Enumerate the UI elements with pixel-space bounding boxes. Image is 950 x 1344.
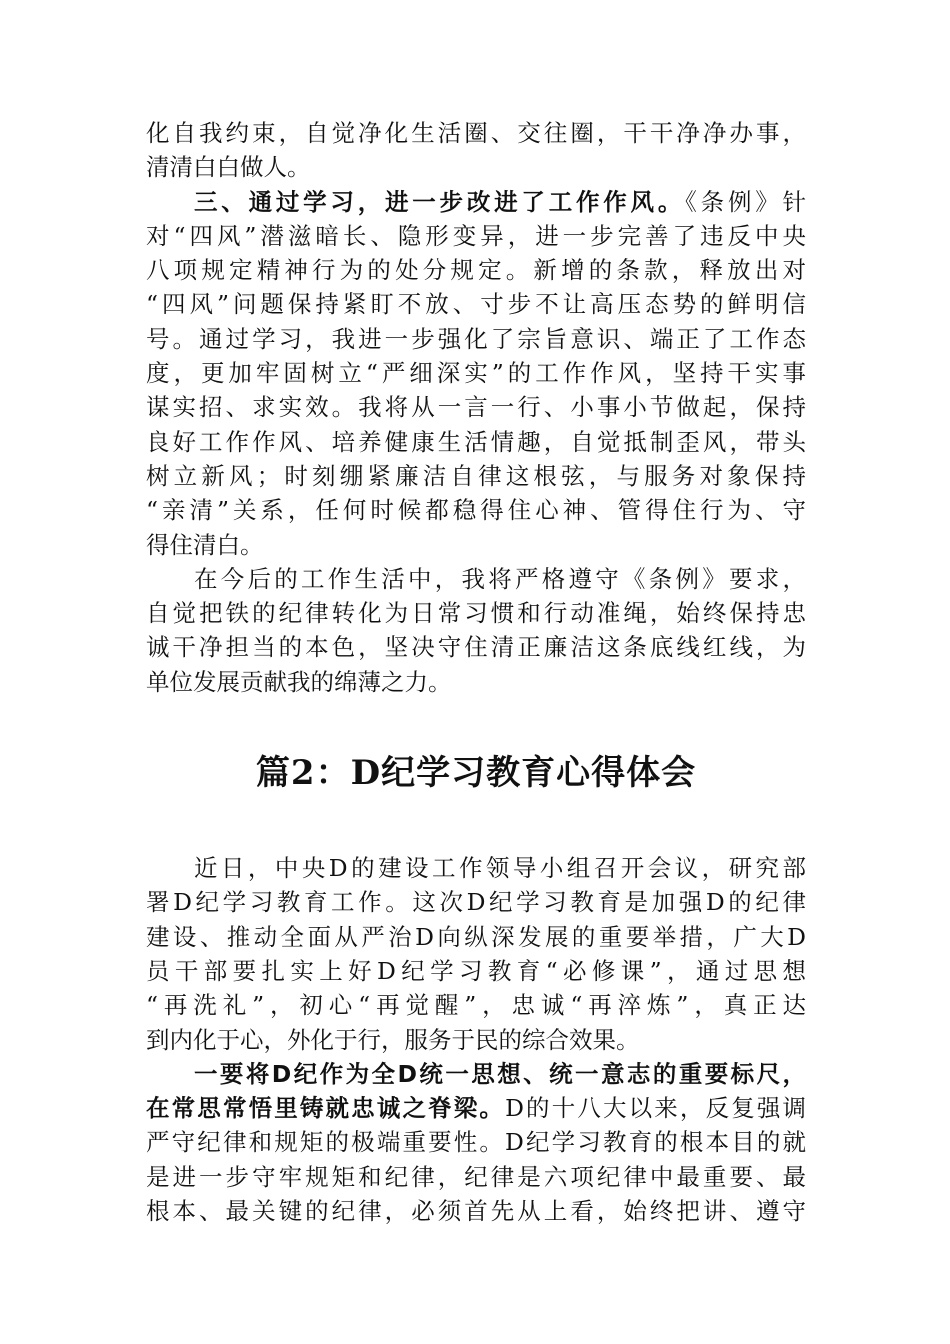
document-body: [146, 116, 806, 1228]
paragraph-first-point: [146, 1057, 806, 1228]
text-line: “四风”问题保持紧盯不放、寸步不让高压态势的鲜明信: [146, 290, 806, 319]
paragraph-future: [146, 562, 806, 699]
paragraph-intro: [146, 851, 806, 1057]
text-fragment: 《条例》针: [685, 187, 806, 216]
text-line: 八项规定精神行为的处分规定。新增的条款，释放出对: [146, 256, 806, 285]
bold-heading-line: 一要将D纪作为全D统一思想、统一意志的重要标尺，: [194, 1059, 806, 1088]
bold-heading-fragment: 在常思常悟里铸就忠诚之脊梁。: [146, 1094, 506, 1123]
text-line: “再洗礼”，初心“再觉醒”，忠诚“再淬炼”，真正达: [146, 991, 806, 1020]
text-line: 度，更加牢固树立“严细深实”的工作作风，坚持干实事: [146, 359, 806, 388]
text-line: 员干部要扎实上好D纪学习教育“必修课”，通过思想: [146, 956, 806, 985]
text-line: 近日，中央D的建设工作领导小组召开会议，研究部: [194, 854, 806, 883]
text-line: 对“四风”潜滋暗长、隐形变异，进一步完善了违反中央: [146, 221, 806, 250]
text-line: [146, 1091, 806, 1125]
section-title: 篇2：D纪学习教育心得体会: [255, 753, 697, 794]
text-line: 得住清白。: [146, 530, 264, 559]
text-line: [146, 185, 806, 219]
text-fragment: D的十八大以来，反复强调: [505, 1094, 806, 1123]
text-line: 单位发展贡献我的绵薄之力。: [146, 667, 452, 696]
text-line: 严守纪律和规矩的极端重要性。D纪学习教育的根本目的就: [146, 1128, 806, 1157]
text-line: 谋实招、求实效。我将从一言一行、小事小节做起，保持: [146, 393, 806, 422]
text-line: 诚干净担当的本色，坚决守住清正廉洁这条底线红线，为: [146, 633, 806, 662]
text-line: 到内化于心，外化于行，服务于民的综合效果。: [146, 1025, 640, 1054]
text-line: 清清白白做人。: [146, 153, 311, 182]
bold-lead-heading: 三、通过学习，进一步改进了工作作风。: [194, 187, 686, 216]
paragraph-continuation: [146, 116, 806, 185]
text-line: 是进一步守牢规矩和纪律，纪律是六项纪律中最重要、最: [146, 1162, 806, 1191]
text-line: 树立新风；时刻绷紧廉洁自律这根弦，与服务对象保持: [146, 461, 806, 490]
text-line: 自觉把铁的纪律转化为日常习惯和行动准绳，始终保持忠: [146, 599, 806, 628]
text-line: 良好工作作风、培养健康生活情趣，自觉抵制歪风，带头: [146, 427, 806, 456]
text-line: 号。通过学习，我进一步强化了宗旨意识、端正了工作态: [146, 324, 806, 353]
text-line: 在今后的工作生活中，我将严格遵守《条例》要求，: [194, 564, 806, 593]
text-line: 根本、最关键的纪律，必须首先从上看，始终把讲、遵守: [146, 1197, 806, 1226]
text-line: 建设、推动全面从严治D向纵深发展的重要举措，广大D: [146, 922, 806, 951]
text-line: “亲清”关系，任何时候都稳得住心神、管得住行为、守: [146, 496, 806, 525]
text-line: 化自我约束，自觉净化生活圈、交往圈，干干净净办事，: [146, 119, 806, 147]
paragraph-work-style: [146, 185, 806, 562]
text-line: 署D纪学习教育工作。这次D纪学习教育是加强D的纪律: [146, 888, 806, 917]
